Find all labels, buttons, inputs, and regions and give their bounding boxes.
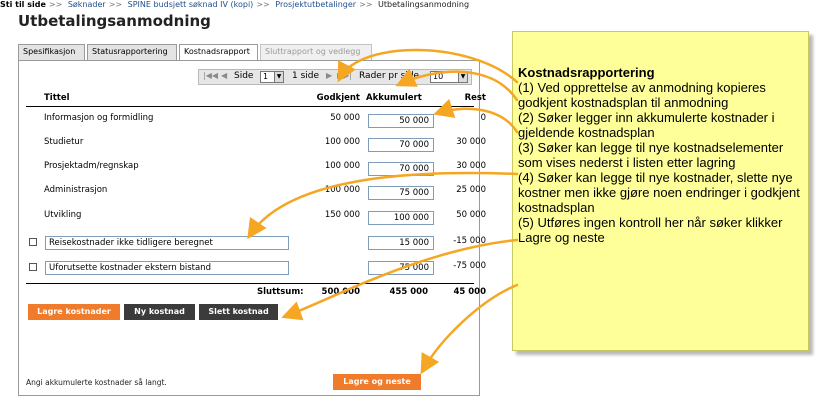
breadcrumb-current: Utbetalingsanmodning (378, 0, 470, 9)
dropdown-arrow-icon: ▼ (458, 72, 467, 82)
sum-rest: 45 000 (453, 287, 486, 297)
col-header-title: Tittel (44, 93, 70, 103)
row-rest: 0 (480, 113, 486, 123)
delete-cost-button[interactable]: Slett kostnad (199, 304, 278, 320)
breadcrumb-separator: >> (359, 0, 373, 9)
callout-arrow (438, 109, 517, 132)
tab-final-report: Sluttrapport og vedlegg (260, 44, 372, 60)
accumulated-input[interactable]: 70 000 (368, 162, 434, 176)
callout-arrow (400, 72, 517, 100)
next-page-icon[interactable]: ▶ (326, 71, 333, 80)
page-select-value: 1 (263, 72, 269, 81)
page-label: Side (234, 71, 254, 81)
accumulated-input[interactable]: 50 000 (368, 114, 434, 128)
page-count: 1 side (292, 71, 320, 81)
row-title: Administrasjon (44, 185, 108, 195)
row-approved: 100 000 (324, 161, 360, 171)
callout-line: (4) Søker kan legge til nye kostnader, slette nye kostner men ikke gjøre noen endringer i godkjent kostnadsplan (518, 170, 800, 215)
save-next-button[interactable]: Lagre og neste (333, 374, 421, 390)
accumulated-input[interactable]: 15 000 (368, 236, 434, 250)
rows-per-page-label: Rader pr side (359, 71, 420, 81)
row-title: Informasjon og formidling (44, 113, 154, 123)
new-cost-title-input[interactable]: Uforutsette kostnader ekstern bistand (45, 261, 289, 275)
tab-specification[interactable]: Spesifikasjon (18, 44, 85, 60)
col-header-rest: Rest (464, 93, 486, 103)
sum-accumulated: 455 000 (389, 287, 428, 297)
callout-line: (2) Søker legger inn akkumulerte kostnader i gjeldende kostnadsplan (518, 110, 775, 140)
callout-arrow (423, 285, 517, 370)
callout-line: (3) Søker kan legge til nye kostnadselementer som vises nederst i listen etter lagring (518, 140, 784, 170)
accumulated-input[interactable]: 75 000 (368, 186, 434, 200)
tab-status-reporting[interactable]: Statusrapportering (87, 44, 177, 60)
new-cost-title-input[interactable]: Reisekostnader ikke tidligere beregnet (45, 236, 289, 250)
row-approved: 100 000 (324, 137, 360, 147)
row-title: Utvikling (44, 210, 82, 220)
row-rest: 50 000 (456, 210, 486, 220)
accumulated-input[interactable]: 100 000 (368, 211, 434, 225)
dropdown-arrow-icon: ▼ (274, 72, 283, 82)
breadcrumb-label: Sti til side (0, 0, 46, 9)
accumulated-input[interactable]: 70 000 (368, 138, 434, 152)
sum-label: Sluttsum: (257, 287, 304, 297)
prev-page-icon[interactable]: ◀ (221, 71, 228, 80)
page-title: Utbetalingsanmodning (18, 12, 211, 30)
sum-approved: 500 000 (321, 287, 360, 297)
breadcrumb-link-soknader[interactable]: Søknader (67, 0, 106, 9)
row-title: Prosjektadm/regnskap (44, 161, 139, 171)
callout-line: (5) Utføres ingen kontroll her når søker klikker Lagre og neste (518, 215, 783, 245)
row-approved: 150 000 (324, 210, 360, 220)
callout-title: Kostnadsrapportering (518, 65, 655, 80)
breadcrumb-separator: >> (256, 0, 270, 9)
row-rest: -75 000 (453, 261, 486, 271)
breadcrumb-link-application[interactable]: SPINE budsjett søknad IV (kopi) (127, 0, 254, 9)
hint-text: Angi akkumulerte kostnader så langt. (26, 378, 167, 387)
col-header-approved: Godkjent (316, 93, 360, 103)
row-rest: 25 000 (456, 185, 486, 195)
last-page-icon[interactable]: ▶▶| (337, 71, 352, 80)
row-approved: 100 000 (324, 185, 360, 195)
breadcrumb-separator: >> (108, 0, 123, 9)
row-rest: -15 000 (453, 236, 486, 246)
row-rest: 30 000 (456, 137, 486, 147)
accumulated-input[interactable]: 75 000 (368, 261, 434, 275)
callout-line: (1) Ved opprettelse av anmodning kopieres godkjent kostnadsplan til anmodning (518, 80, 766, 110)
save-costs-button[interactable]: Lagre kostnader (28, 304, 120, 320)
row-approved: 50 000 (330, 113, 360, 123)
col-header-accumulated: Akkumulert (366, 93, 422, 103)
breadcrumb-separator: >> (48, 0, 63, 9)
callout-arrow (250, 173, 517, 235)
breadcrumb-link-payouts[interactable]: Prosjektutbetalinger (275, 0, 357, 9)
rows-per-page-value: 10 (433, 72, 444, 81)
row-title: Studietur (44, 137, 84, 147)
row-rest: 30 000 (456, 161, 486, 171)
first-page-icon[interactable]: |◀◀ (203, 71, 218, 80)
new-cost-button[interactable]: Ny kostnad (124, 304, 195, 320)
tab-cost-report[interactable]: Kostnadsrapport (179, 44, 258, 61)
